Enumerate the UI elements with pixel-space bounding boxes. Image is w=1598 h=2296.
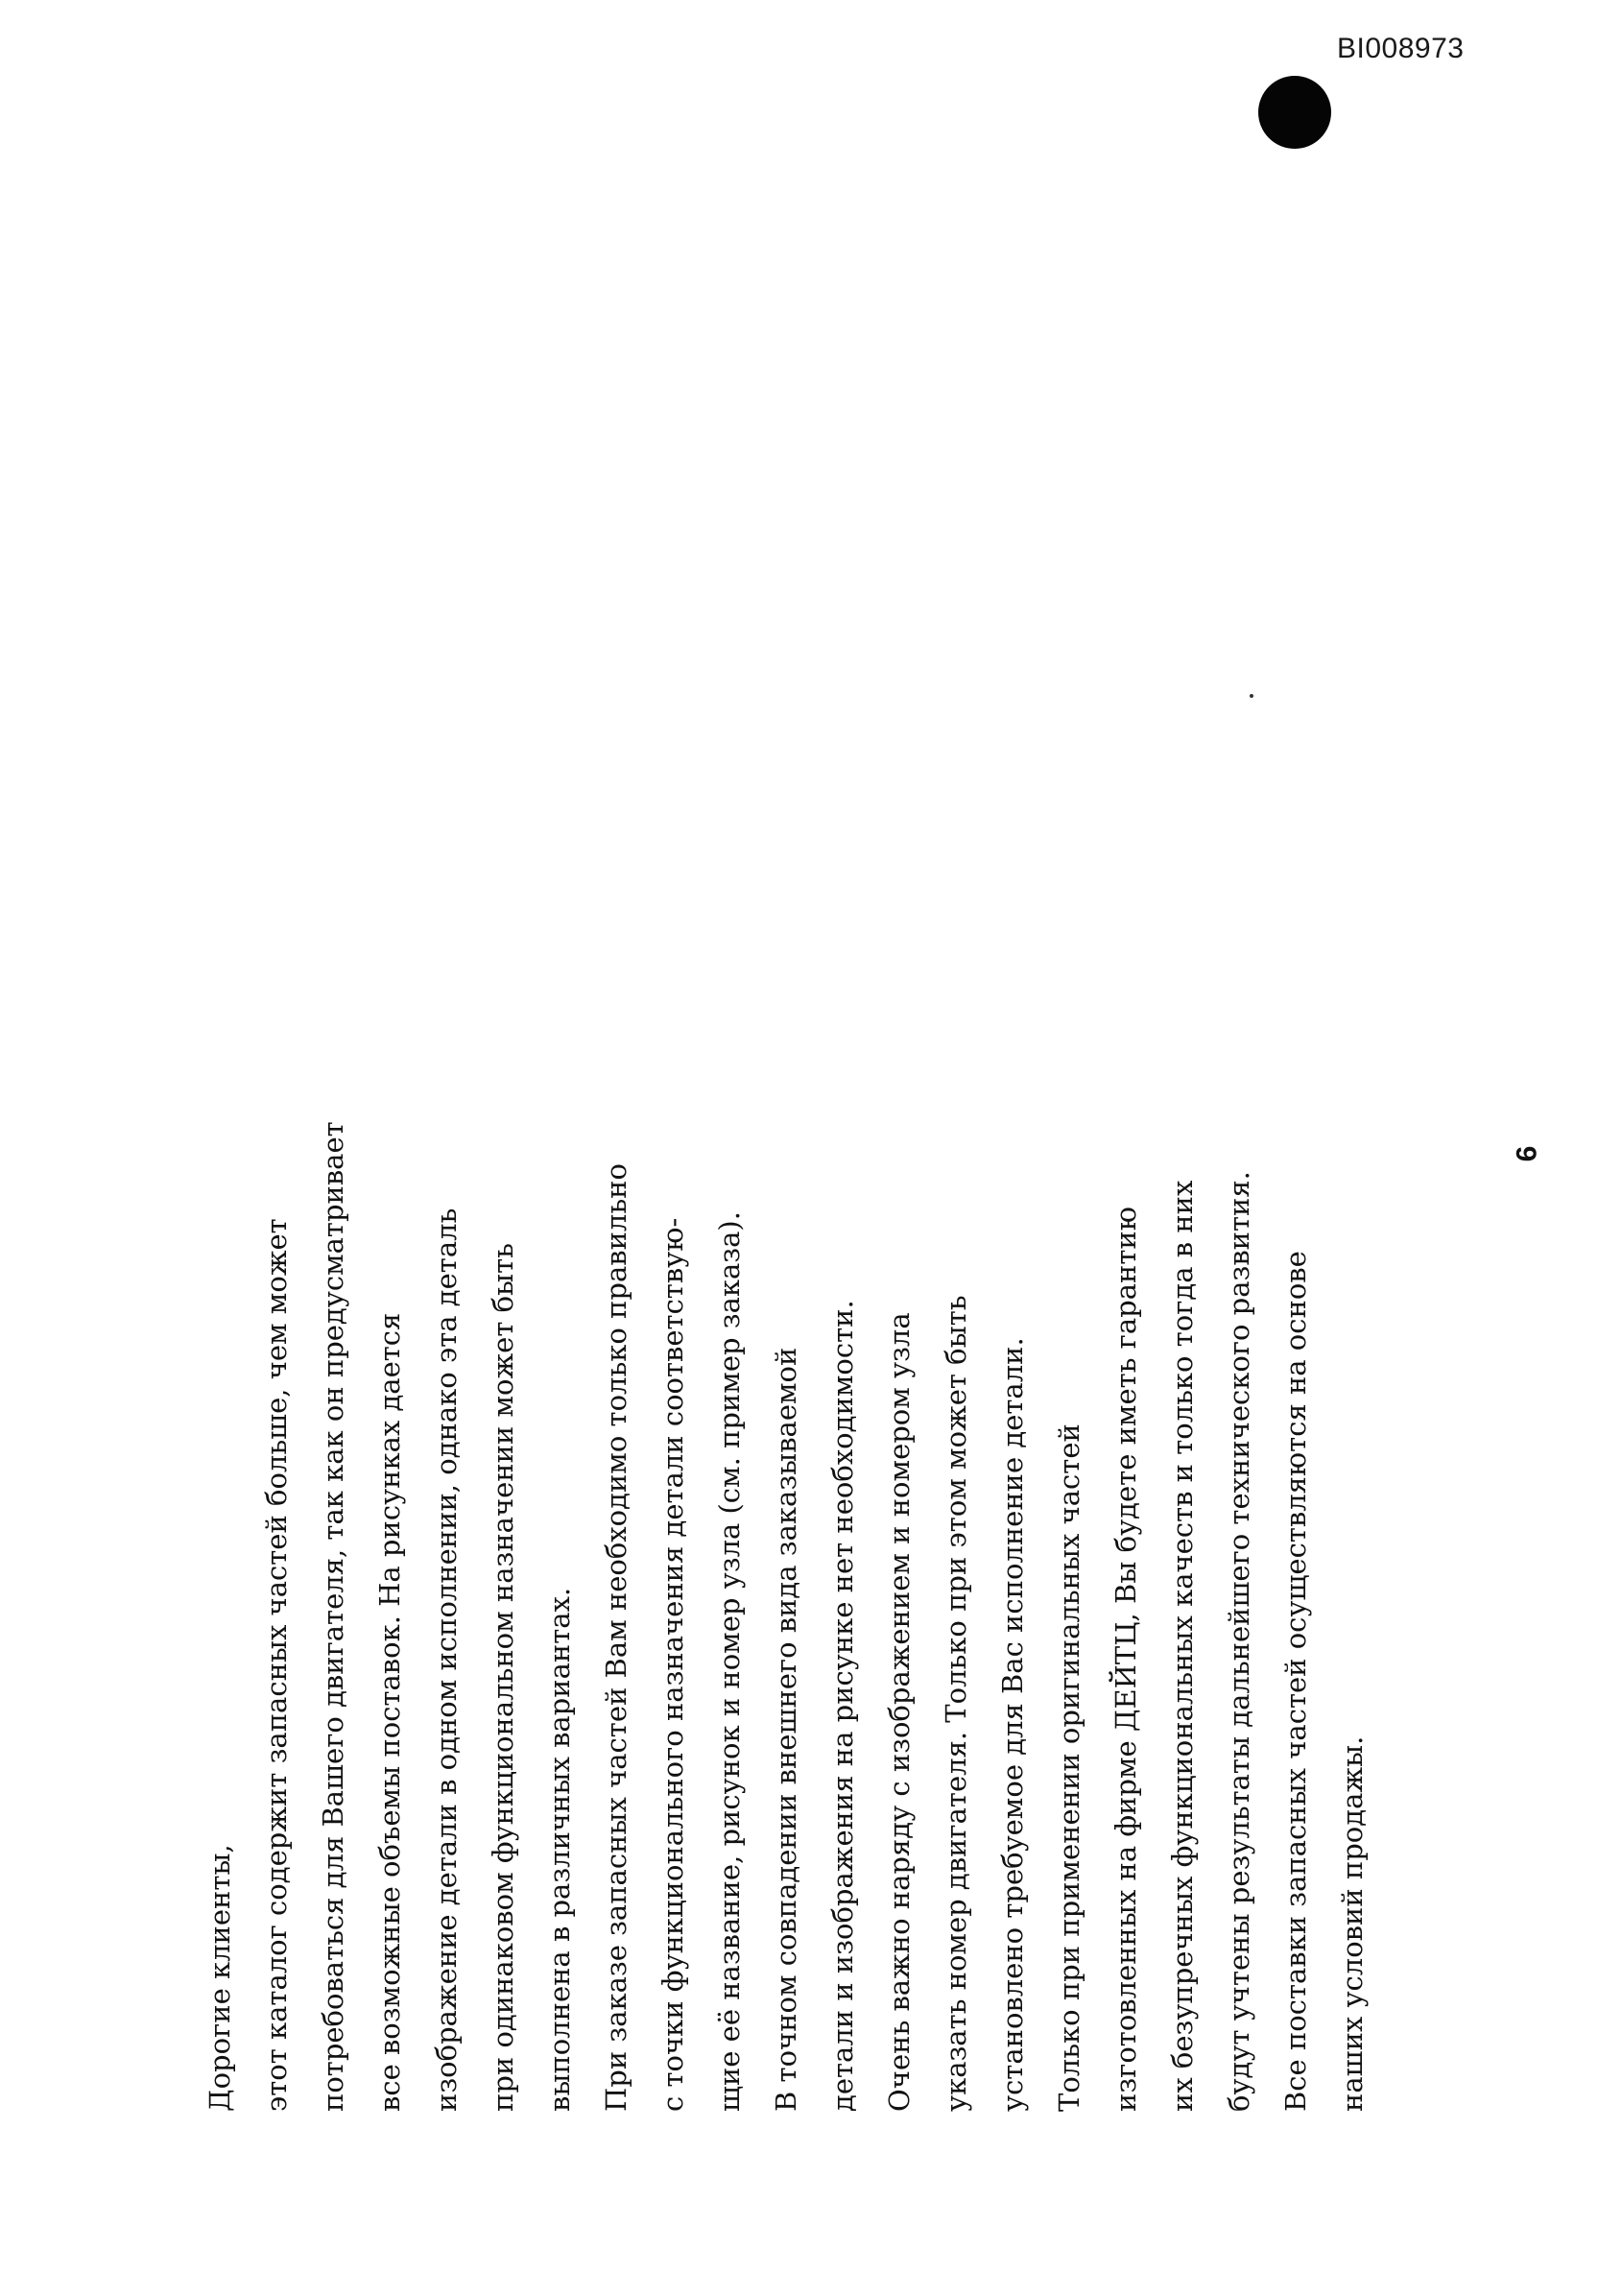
letter-line: изображение детали в одном исполнении, однако эта деталь bbox=[430, 1208, 463, 2112]
punch-hole-mark bbox=[1258, 76, 1331, 149]
letter-line: выполнена в различных вариантах. bbox=[543, 1587, 576, 2112]
letter-line: с точки функционального назначения детали соответствую- bbox=[656, 1217, 689, 2112]
letter-line: изготовленных на фирме ДЕЙТЦ, Вы будете иметь гарантию bbox=[1109, 1207, 1142, 2112]
letter-line: будут учтены результаты дальнейшего технического развития. bbox=[1223, 1171, 1255, 2112]
letter-line: все возможные объемы поставок. На рисунках дается bbox=[373, 1312, 406, 2112]
letter-line: установлено требуемое для Вас исполнение детали. bbox=[996, 1337, 1029, 2112]
letter-line: Только при применении оригинальных частей bbox=[1053, 1423, 1085, 2112]
letter-line: Все поставки запасных частей осуществляются на основе bbox=[1279, 1251, 1312, 2112]
document-id-label: BI008973 bbox=[1337, 33, 1465, 64]
scan-speck bbox=[1250, 694, 1253, 698]
letter-line: детали и изображения на рисунке нет необходимости. bbox=[826, 1300, 859, 2112]
page-number: 6 bbox=[1511, 1145, 1543, 1162]
letter-line: указать номер двигателя. Только при этом может быть bbox=[940, 1295, 972, 2112]
letter-line: при одинаковом функциональном назначении может быть bbox=[487, 1243, 519, 2112]
letter-line: этот каталог содержит запасных частей больше, чем может bbox=[260, 1218, 293, 2112]
letter-line: При заказе запасных частей Вам необходимо только правильно bbox=[600, 1163, 632, 2112]
letter-line: Дорогие клиенты, bbox=[203, 1844, 236, 2112]
letter-body bbox=[192, 1008, 1369, 2112]
letter-line: Очень важно наряду с изображением и номером узла bbox=[883, 1312, 916, 2112]
letter-line: потребоваться для Вашего двигателя, так как он предусматривает bbox=[317, 1121, 349, 2112]
letter-line: В точном совпадении внешнего вида заказываемой bbox=[770, 1347, 802, 2112]
letter-line: их безупречных функциональных качеств и только тогда в них bbox=[1166, 1180, 1199, 2112]
letter-line: наших условий продажы. bbox=[1336, 1735, 1369, 2112]
letter-line: щие её название, рисунок и номер узла (см. пример заказа). bbox=[713, 1211, 746, 2112]
